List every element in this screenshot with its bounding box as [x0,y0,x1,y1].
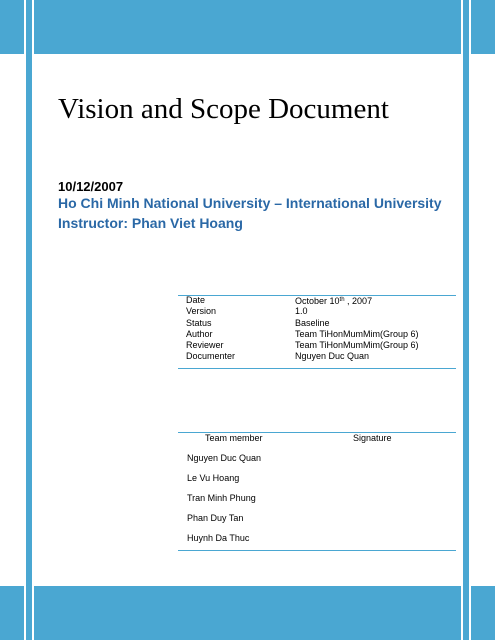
table-rule [178,368,456,369]
info-value: 1.0 [295,306,308,317]
info-label: Date [186,295,206,305]
info-label: Reviewer [186,340,224,351]
date-superscript: th [339,297,345,303]
top-band [0,0,495,54]
border-gap [469,0,471,640]
info-value: Team TiHonMumMim(Group 6) [295,340,419,351]
team-member-list [187,453,261,553]
info-value: Nguyen Duc Quan [295,351,370,362]
border-gap [461,0,463,640]
team-member: Huynh Da Thuc [187,533,250,543]
team-member: Nguyen Duc Quan [187,453,262,463]
instructor-name: Instructor: Phan Viet Hoang [58,215,243,231]
info-value: Baseline [295,317,330,328]
info-label: Version [186,306,217,317]
info-value: Team TiHonMumMim(Group 6) [295,328,419,339]
border-gap [24,0,26,640]
date-value-suffix: , 2007 [344,296,373,306]
team-member-header: Team member [205,433,263,443]
info-label: Author [186,328,213,339]
document-title: Vision and Scope Document [58,93,389,125]
university-name: Ho Chi Minh National University – International University [58,195,442,211]
bottom-band [0,586,495,640]
signature-header: Signature [353,433,392,443]
document-date: 10/12/2007 [58,179,124,194]
team-member: Phan Duy Tan [187,513,244,523]
team-member: Tran Minh Phung [187,493,256,503]
info-label: Documenter [186,351,236,362]
info-label: Status [186,317,212,328]
date-value-text: October 10 [295,296,340,306]
team-member: Le Vu Hoang [187,473,240,483]
